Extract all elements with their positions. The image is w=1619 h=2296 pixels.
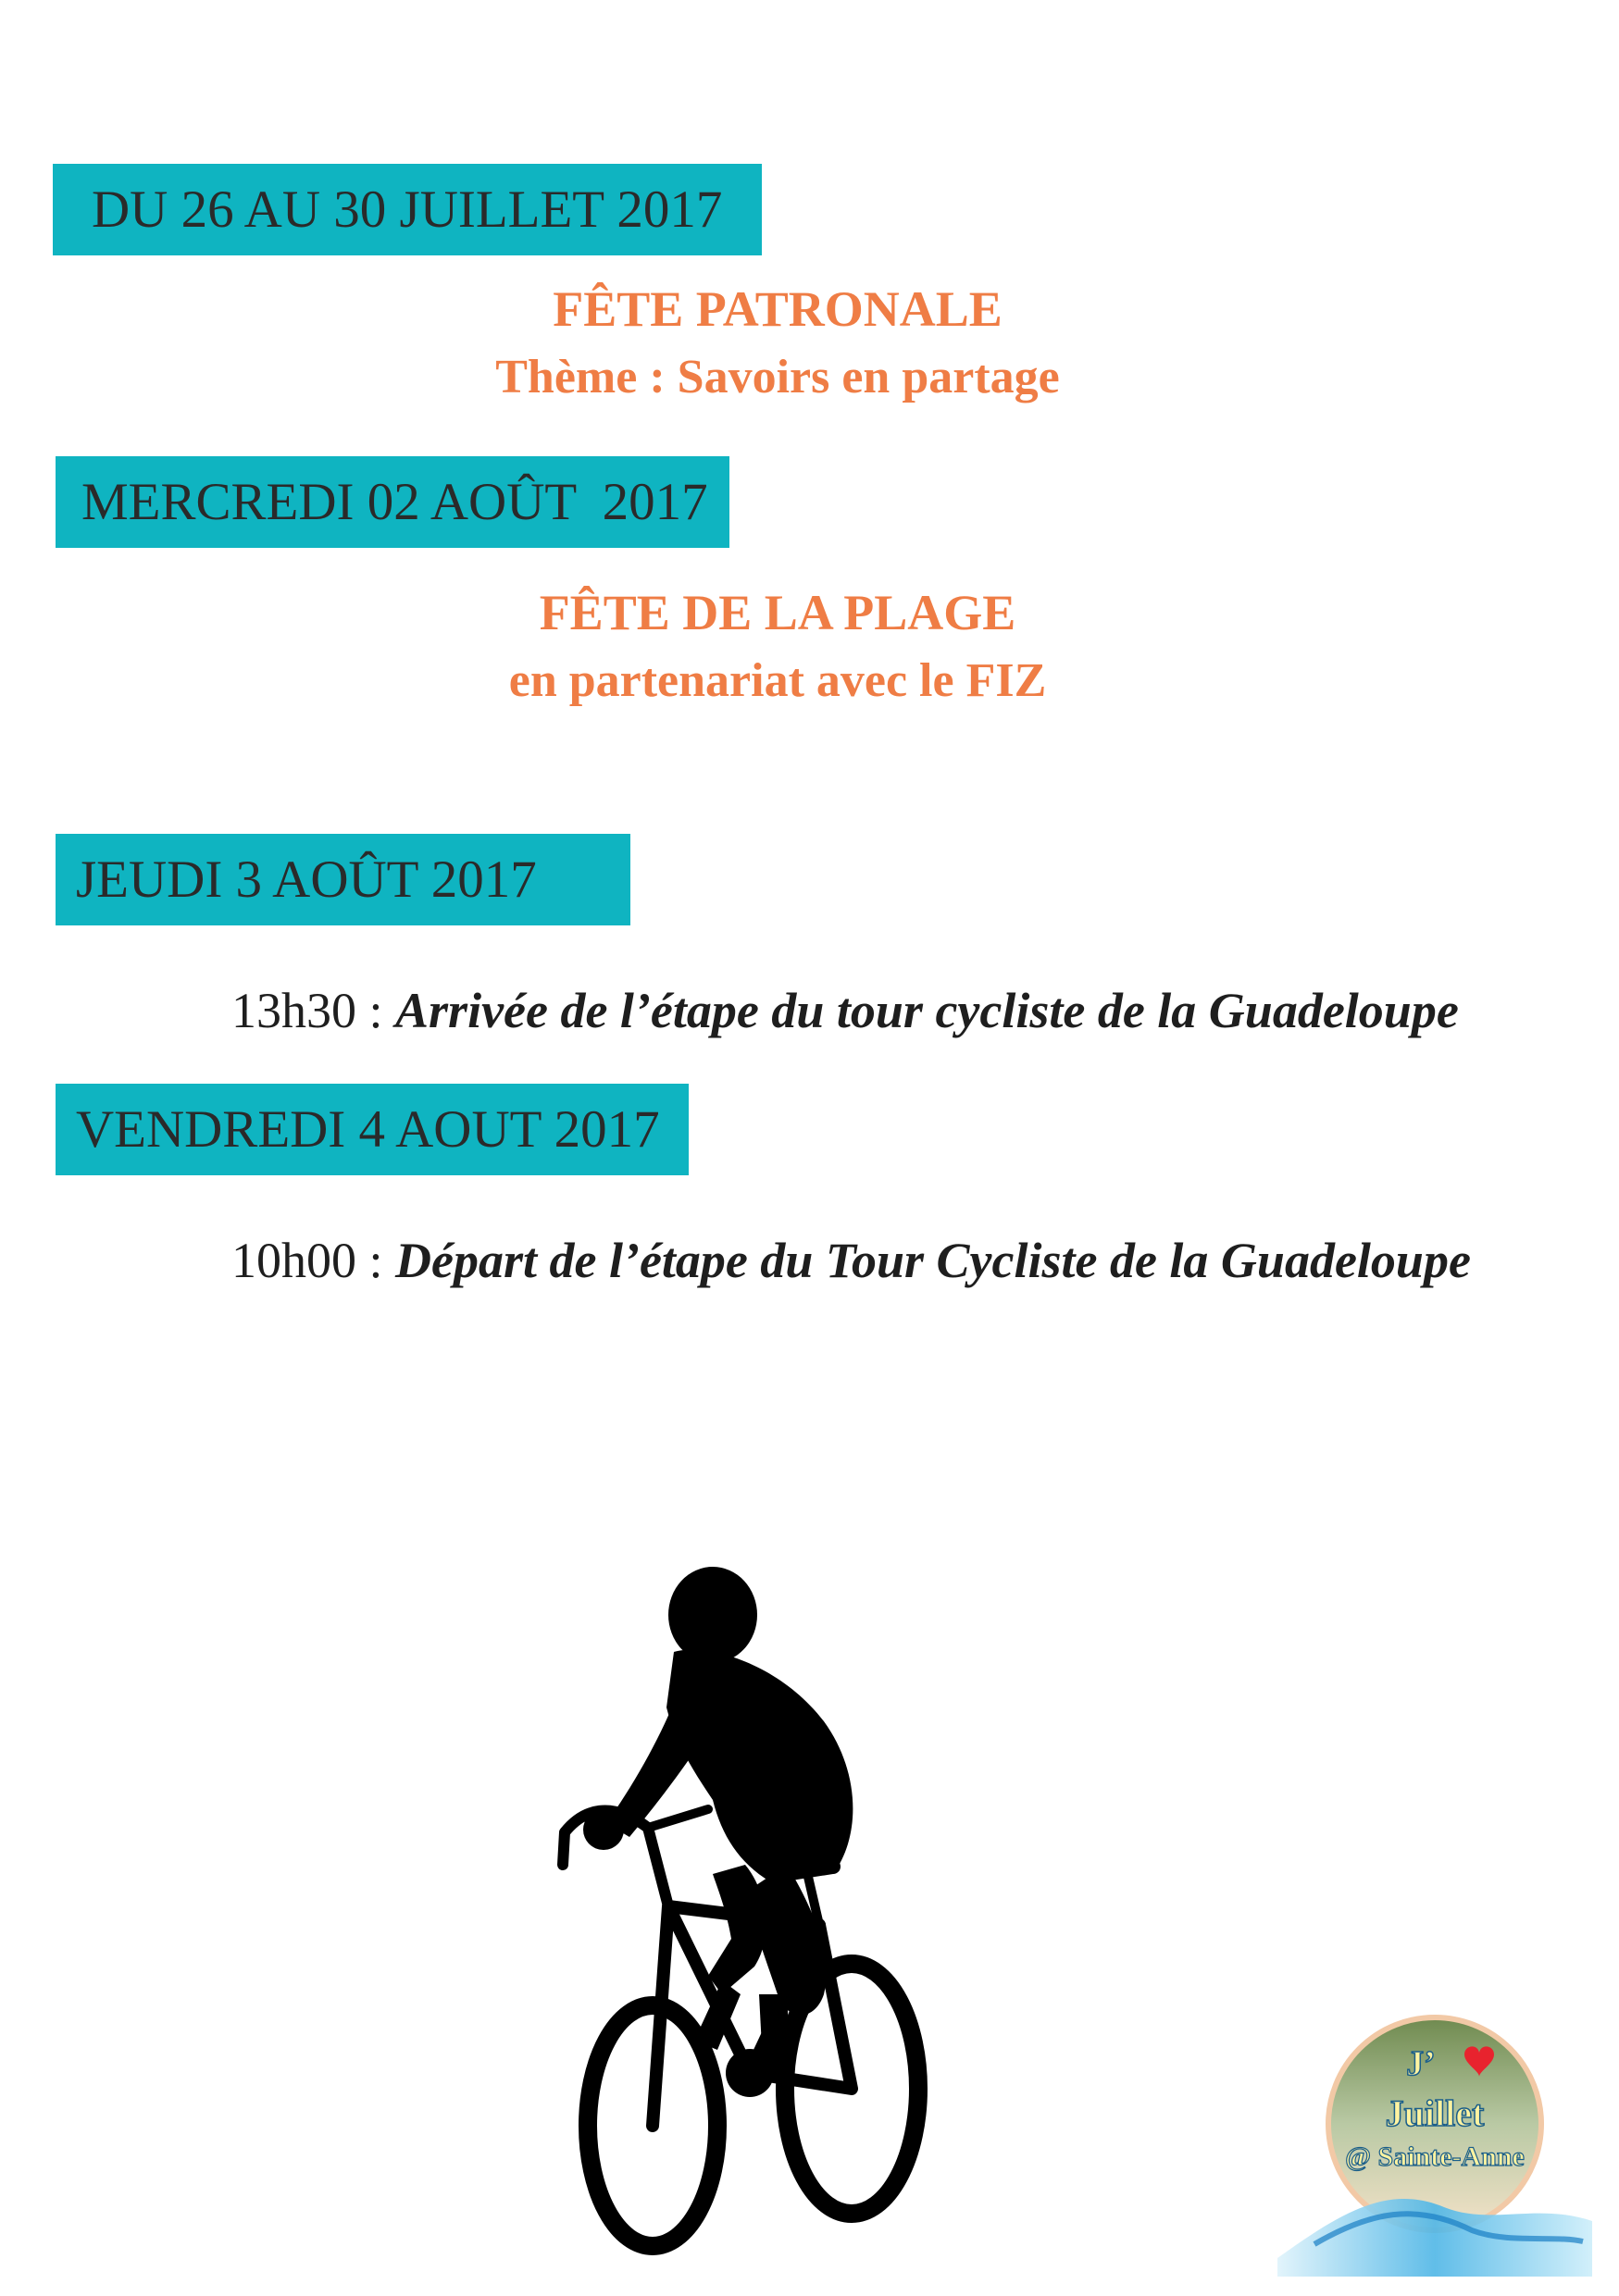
logo-line-3: @ Sainte-Anne <box>1345 2141 1525 2172</box>
event-title: FÊTE PATRONALE <box>553 281 1003 337</box>
logo-line-1: J’ <box>1406 2044 1436 2083</box>
date-banner-4 <box>56 1084 689 1175</box>
date-banner-2 <box>56 456 729 548</box>
juillet-sainte-anne-logo <box>1259 1999 1611 2295</box>
date-banner-1 <box>53 164 762 255</box>
event-block-2 <box>370 578 1185 715</box>
schedule-time: 10h00 : <box>231 1233 396 1288</box>
event-title: FÊTE DE LA PLAGE <box>539 585 1016 640</box>
schedule-description: Arrivée de l’étape du tour cycliste de la Guadeloupe <box>395 983 1459 1038</box>
event-block-1 <box>370 275 1185 412</box>
event-subtitle: Thème : Savoirs en partage <box>495 351 1060 403</box>
schedule-line-2 <box>231 1233 1471 1288</box>
schedule-line-1 <box>231 983 1459 1038</box>
date-label: JEUDI 3 AOÛT 2017 <box>76 850 537 909</box>
date-label: MERCREDI 02 AOÛT 2017 <box>81 473 708 531</box>
date-banner-3 <box>56 834 630 925</box>
logo-line-2: Juillet <box>1385 2092 1485 2134</box>
schedule-description: Départ de l’étape du Tour Cycliste de la Guadeloupe <box>395 1233 1471 1288</box>
schedule-time: 13h30 : <box>231 983 396 1038</box>
event-subtitle: en partenariat avec le FIZ <box>508 654 1047 707</box>
cyclist-silhouette-icon <box>555 1559 944 2272</box>
date-label: DU 26 AU 30 JUILLET 2017 <box>92 180 723 239</box>
date-label: VENDREDI 4 AOUT 2017 <box>76 1100 660 1159</box>
